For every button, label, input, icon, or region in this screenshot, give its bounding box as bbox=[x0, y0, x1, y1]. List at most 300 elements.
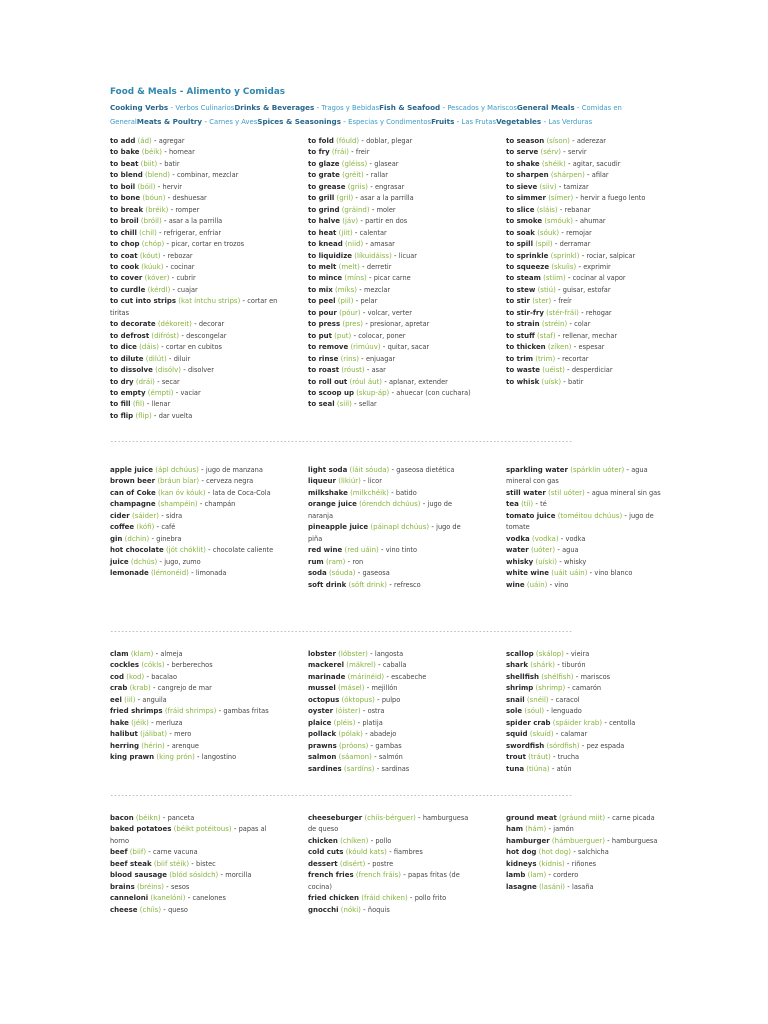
vocab-entry: to shake (shéik) - agitar, sacudir bbox=[506, 159, 621, 168]
vocab-entry: hake (jéik) - merluza bbox=[110, 718, 183, 727]
spanish-translation: gambas bbox=[375, 741, 402, 750]
category-links: Cooking Verbs - Verbos CulinariosDrinks & Beverages - Tragos y BebidasFish & Seafood - Pescados y MariscosGeneral Meals - Comidas en GeneralMeats & Poultry - Carnes y AvesSpices & Seasonings - Especias y CondimentosFruits - Las FrutasVegetables - Las Verduras bbox=[110, 103, 622, 126]
spanish-translation: decorar bbox=[198, 320, 225, 329]
spanish-translation: rehogar bbox=[585, 308, 612, 317]
vocab-entry: to blend (blend) - combinar, mezclar bbox=[110, 171, 239, 180]
spanish-translation: hamburguesa bbox=[611, 836, 658, 845]
pronunciation: (kúuk) bbox=[141, 262, 164, 271]
vocab-entry: white wine (uáit uáin) - vino blanco bbox=[506, 569, 633, 578]
pronunciation: (kófi) bbox=[136, 523, 155, 532]
vocab-entry: to steam (stiim) - cocinar al vapor bbox=[506, 274, 626, 283]
spanish-translation: papas al horno bbox=[110, 825, 267, 845]
spanish-translation: picar, cortar en trozos bbox=[171, 240, 245, 249]
vocab-entry: mackerel (mákrel) - caballa bbox=[308, 661, 407, 670]
vocab-entry: to stir (ster) - freír bbox=[506, 297, 572, 306]
spanish-translation: lenguado bbox=[551, 707, 582, 716]
category-link[interactable]: Spices & Seasonings bbox=[257, 117, 341, 126]
spanish-translation: centolla bbox=[609, 718, 636, 727]
english-term: hake bbox=[110, 718, 129, 727]
english-term: to broil bbox=[110, 217, 139, 226]
english-term: fried chicken bbox=[308, 894, 359, 903]
pronunciation: (king prón) bbox=[156, 753, 195, 762]
pronunciation: (dilút) bbox=[145, 354, 167, 363]
english-term: juice bbox=[110, 557, 129, 566]
pronunciation: (biif stéik) bbox=[153, 859, 190, 868]
spanish-translation: partir en dos bbox=[365, 217, 408, 226]
pronunciation: (kod) bbox=[126, 672, 145, 681]
spanish-translation: agua mineral sin gas bbox=[591, 488, 661, 497]
english-term: plaice bbox=[308, 718, 332, 727]
pronunciation: (nóki) bbox=[340, 905, 361, 914]
english-term: shellfish bbox=[506, 672, 540, 681]
spanish-translation: sidra bbox=[165, 511, 183, 520]
vocab-entry: can of Coke (kan óv kóuk) - lata de Coca-Cola bbox=[110, 488, 271, 497]
section-divider: -------------------------------------------------------------------------------------------------------------------------------- bbox=[110, 792, 573, 799]
english-term: to melt bbox=[308, 262, 337, 271]
english-term: to flip bbox=[110, 411, 134, 420]
pronunciation: (milkchéik) bbox=[350, 488, 389, 497]
pronunciation: (kóut) bbox=[139, 251, 161, 260]
english-term: to sprinkle bbox=[506, 251, 549, 260]
english-term: oyster bbox=[308, 707, 334, 716]
pronunciation: (fráid shrimps) bbox=[164, 707, 217, 716]
spanish-translation: mariscos bbox=[580, 672, 611, 681]
english-term: to dissolve bbox=[110, 366, 153, 375]
vocab-entry: to cook (kúuk) - cocinar bbox=[110, 262, 195, 271]
pronunciation: (dáis) bbox=[139, 343, 159, 352]
spanish-translation: jugo de piña bbox=[308, 523, 461, 543]
pronunciation: (lémonéid) bbox=[150, 569, 189, 578]
pronunciation: (flip) bbox=[135, 411, 152, 420]
pronunciation: (smóuk) bbox=[544, 217, 574, 226]
vocab-entry: to remove (rimúuv) - quitar, sacar bbox=[308, 343, 430, 352]
pronunciation: (sáamon) bbox=[338, 753, 372, 762]
vocab-entry: to boil (bóil) - hervir bbox=[110, 182, 182, 191]
vocab-entry: crab (krab) - cangrejo de mar bbox=[110, 684, 212, 693]
english-term: to roast bbox=[308, 366, 340, 375]
vocab-entry: apple juice (ápl dchúus) - jugo de manzana bbox=[110, 466, 263, 474]
pronunciation: (ram) bbox=[325, 557, 346, 566]
spanish-translation: jamón bbox=[553, 825, 574, 834]
pronunciation: (melt) bbox=[338, 262, 360, 271]
english-term: bacon bbox=[110, 814, 134, 822]
vocab-entry: to press (pres) - presionar, apretar bbox=[308, 320, 430, 329]
spanish-translation: lasaña bbox=[572, 882, 594, 891]
spanish-translation: hervir bbox=[162, 182, 182, 191]
pronunciation: (bóun) bbox=[142, 194, 166, 203]
vocab-entry: juice (dchús) - jugo, zumo bbox=[110, 557, 201, 566]
vocab-entry: to whisk (uísk) - batir bbox=[506, 377, 584, 386]
pronunciation: (gréit) bbox=[342, 171, 364, 180]
pronunciation: (shélfish) bbox=[541, 672, 574, 681]
vocab-entry: to peel (piil) - pelar bbox=[308, 297, 378, 306]
vocab-entry: dessert (disért) - postre bbox=[308, 859, 394, 868]
spanish-translation: derretir bbox=[366, 262, 392, 271]
pronunciation: (pléis) bbox=[333, 718, 356, 727]
spanish-translation: quitar, sacar bbox=[387, 343, 430, 352]
pronunciation: (chil) bbox=[139, 228, 157, 237]
category-translation: Comidas en General bbox=[110, 104, 622, 126]
spanish-translation: ostra bbox=[367, 707, 385, 716]
pronunciation: (sóuda) bbox=[328, 569, 356, 578]
pronunciation: (shrimp) bbox=[535, 684, 566, 693]
vocab-entry: pineapple juice (páinapl dchúus) - jugo de piña bbox=[308, 523, 461, 543]
pronunciation: (sardíns) bbox=[343, 764, 375, 773]
english-term: hot chocolate bbox=[110, 546, 164, 555]
spanish-translation: sesos bbox=[170, 882, 190, 891]
pronunciation: (spil) bbox=[535, 240, 553, 249]
vocab-entry: mussel (másel) - mejillón bbox=[308, 684, 398, 693]
spanish-translation: calentar bbox=[359, 228, 387, 237]
vocab-column bbox=[506, 649, 674, 775]
english-term: crab bbox=[110, 684, 128, 693]
spanish-translation: engrasar bbox=[375, 182, 405, 191]
vocab-entry: to sprinkle (sprinkl) - rociar, salpicar bbox=[506, 251, 636, 260]
spanish-translation: jugo de tomate bbox=[506, 511, 654, 532]
english-term: can of Coke bbox=[110, 488, 156, 497]
english-term: to cover bbox=[110, 274, 143, 283]
pronunciation: (krab) bbox=[129, 684, 151, 693]
english-term: to dice bbox=[110, 343, 137, 352]
vocab-entry: to broil (bróil) - asar a la parrilla bbox=[110, 217, 223, 226]
english-term: prawns bbox=[308, 741, 337, 750]
spanish-translation: salmón bbox=[378, 753, 403, 762]
english-term: swordfish bbox=[506, 741, 545, 750]
pronunciation: (róul áut) bbox=[349, 377, 383, 386]
pronunciation: (blód sósidch) bbox=[169, 871, 219, 880]
english-term: to scoop up bbox=[308, 388, 354, 397]
english-term: to chill bbox=[110, 228, 137, 237]
english-term: to cook bbox=[110, 262, 140, 271]
english-term: soft drink bbox=[308, 580, 347, 589]
english-term: cheeseburger bbox=[308, 814, 363, 822]
spanish-translation: berberechos bbox=[171, 661, 213, 670]
english-term: to beat bbox=[110, 159, 139, 168]
english-term: blood sausage bbox=[110, 871, 167, 880]
pronunciation: (klam) bbox=[130, 650, 154, 658]
vocab-entry: to decorate (dékoreit) - decorar bbox=[110, 320, 225, 329]
english-term: to cut into strips bbox=[110, 297, 177, 306]
pronunciation: (sóul) bbox=[524, 707, 545, 716]
english-term: shrimp bbox=[506, 684, 534, 693]
spanish-translation: ron bbox=[352, 557, 364, 566]
spanish-translation: desperdiciar bbox=[571, 366, 613, 375]
spanish-translation: platija bbox=[362, 718, 383, 727]
spanish-translation: romper bbox=[175, 205, 200, 214]
spanish-translation: ahuecar (con cuchara) bbox=[396, 388, 471, 397]
english-term: ground meat bbox=[506, 814, 557, 822]
vocab-entry: to bone (bóun) - deshuesar bbox=[110, 194, 207, 203]
vocab-entry: to fry (frái) - freir bbox=[308, 148, 370, 157]
pronunciation: (pres) bbox=[342, 320, 363, 329]
spanish-translation: hamburguesa de queso bbox=[308, 814, 469, 834]
spanish-translation: atún bbox=[556, 764, 572, 773]
spanish-translation: refrigerar, enfriar bbox=[163, 228, 222, 237]
spanish-translation: ginebra bbox=[156, 534, 182, 543]
english-term: to season bbox=[506, 137, 545, 145]
pronunciation: (kóuld kats) bbox=[345, 848, 387, 857]
english-term: to seal bbox=[308, 400, 335, 409]
pronunciation: (sláis) bbox=[536, 205, 558, 214]
english-term: soda bbox=[308, 569, 327, 578]
english-term: octopus bbox=[308, 695, 340, 704]
pronunciation: (fóuld) bbox=[336, 137, 360, 145]
english-term: to fry bbox=[308, 148, 330, 157]
vocab-entry: vodka (vodka) - vodka bbox=[506, 534, 586, 543]
spanish-translation: vino blanco bbox=[594, 569, 633, 578]
english-term: gnocchi bbox=[308, 905, 339, 914]
pronunciation: (másel) bbox=[338, 684, 365, 693]
spanish-translation: recortar bbox=[562, 354, 589, 363]
spanish-translation: papas fritas (de cocina) bbox=[308, 871, 460, 891]
category-link[interactable]: Drinks & Beverages bbox=[234, 103, 315, 112]
pronunciation: (french fráis) bbox=[355, 871, 401, 880]
english-term: to chop bbox=[110, 240, 140, 249]
spanish-translation: cortar en cubitos bbox=[165, 343, 222, 352]
pronunciation: (sprinkl) bbox=[550, 251, 580, 260]
vocab-entry: to grind (gráind) - moler bbox=[308, 205, 396, 214]
spanish-translation: pollo frito bbox=[414, 894, 447, 903]
category-link[interactable]: Vegetables bbox=[496, 117, 542, 126]
vocab-entry: gnocchi (nóki) - ñoquis bbox=[308, 905, 390, 914]
spanish-translation: mero bbox=[174, 730, 192, 739]
english-term: to add bbox=[110, 137, 136, 145]
spanish-translation: rellenar, mechar bbox=[562, 331, 618, 340]
vocab-entry: to chop (chóp) - picar, cortar en trozos bbox=[110, 240, 245, 249]
pronunciation: (kan óv kóuk) bbox=[157, 488, 206, 497]
english-term: wine bbox=[506, 580, 525, 589]
english-term: to decorate bbox=[110, 320, 156, 329]
vocab-entry: ground meat (gráund miit) - carne picada bbox=[506, 814, 655, 822]
spanish-translation: asar a la parrilla bbox=[168, 217, 223, 226]
english-term: canneloni bbox=[110, 894, 149, 903]
english-term: to soak bbox=[506, 228, 535, 237]
pronunciation: (iil) bbox=[124, 695, 136, 704]
spanish-translation: ahumar bbox=[580, 217, 606, 226]
vocab-entry: tuna (tiúna) - atún bbox=[506, 764, 572, 773]
vocab-entry: cheeseburger (chíis-bérguer) - hamburguesa de queso bbox=[308, 814, 469, 834]
vocab-entry: tea (tíi) - té bbox=[506, 500, 547, 509]
vocab-entry: whisky (uíski) - whisky bbox=[506, 557, 587, 566]
pronunciation: (kídnis) bbox=[538, 859, 565, 868]
vocab-entry: cod (kod) - bacalao bbox=[110, 672, 178, 681]
spanish-translation: langostino bbox=[201, 753, 237, 762]
pronunciation: (fráid chíken) bbox=[361, 894, 408, 903]
pronunciation: (griis) bbox=[347, 182, 369, 191]
pronunciation: (chíis-bérguer) bbox=[364, 814, 416, 822]
vocab-entry: soft drink (sóft drink) - refresco bbox=[308, 580, 421, 589]
vocab-column bbox=[308, 465, 476, 591]
spanish-translation: panceta bbox=[167, 814, 195, 822]
pronunciation: (kanelóni) bbox=[150, 894, 186, 903]
spanish-translation: tamizar bbox=[563, 182, 589, 191]
pronunciation: (stil uóter) bbox=[548, 488, 585, 497]
vocab-entry: to dry (drái) - secar bbox=[110, 377, 180, 386]
category-translation: Las Verduras bbox=[548, 118, 593, 126]
vocab-entry: swordfish (sórdfish) - pez espada bbox=[506, 741, 625, 750]
spanish-translation: cordero bbox=[553, 871, 579, 880]
pronunciation: (fil) bbox=[132, 400, 145, 409]
pronunciation: (sóuk) bbox=[537, 228, 560, 237]
category-link[interactable]: Meats & Poultry bbox=[136, 117, 203, 126]
spanish-translation: pulpo bbox=[381, 695, 401, 704]
english-term: red wine bbox=[308, 546, 343, 555]
category-link[interactable]: General Meals bbox=[516, 103, 575, 112]
vocab-entry: to defrost (difróst) - descongelar bbox=[110, 331, 227, 340]
spanish-translation: volcar, verter bbox=[367, 308, 412, 317]
vocab-entry: french fries (french fráis) - papas fritas (de cocina) bbox=[308, 871, 460, 891]
english-term: to put bbox=[308, 331, 332, 340]
vocab-entry: brains (bréins) - sesos bbox=[110, 882, 190, 891]
spanish-translation: rallar bbox=[370, 171, 388, 180]
vocab-entry: to dice (dáis) - cortar en cubitos bbox=[110, 343, 222, 352]
english-term: lamb bbox=[506, 871, 526, 880]
pronunciation: (stiim) bbox=[543, 274, 566, 283]
pronunciation: (sóft drink) bbox=[348, 580, 388, 589]
english-term: snail bbox=[506, 695, 525, 704]
english-term: scallop bbox=[506, 650, 534, 658]
vocab-entry: chicken (chíken) - pollo bbox=[308, 836, 392, 845]
english-term: sparkling water bbox=[506, 466, 568, 474]
vocab-entry: fried shrimps (fráid shrimps) - gambas fritas bbox=[110, 707, 269, 716]
english-term: to strain bbox=[506, 320, 540, 329]
spanish-translation: cortar en tiritas bbox=[110, 297, 278, 317]
category-link[interactable]: Cooking Verbs bbox=[110, 103, 169, 112]
vocab-entry: soda (sóuda) - gaseosa bbox=[308, 569, 390, 578]
vocab-entry: snail (snéil) - caracol bbox=[506, 695, 580, 704]
english-term: to grill bbox=[308, 194, 335, 203]
vocab-entry: clam (klam) - almeja bbox=[110, 650, 183, 658]
spanish-translation: bistec bbox=[196, 859, 216, 868]
english-term: milkshake bbox=[308, 488, 348, 497]
spanish-translation: aderezar bbox=[576, 137, 606, 145]
english-term: ham bbox=[506, 825, 524, 834]
spanish-translation: vino tinto bbox=[385, 546, 418, 555]
english-term: to dry bbox=[110, 377, 134, 386]
category-link[interactable]: Fruits bbox=[431, 117, 455, 126]
spanish-translation: trucha bbox=[557, 753, 580, 762]
english-term: cheese bbox=[110, 905, 138, 914]
pronunciation: (jót chóklit) bbox=[165, 546, 206, 555]
pronunciation: (staf) bbox=[537, 331, 556, 340]
english-term: beef bbox=[110, 848, 128, 857]
spanish-translation: licuar bbox=[398, 251, 418, 260]
pronunciation: (ápl dchúus) bbox=[155, 466, 199, 474]
spanish-translation: caracol bbox=[555, 695, 580, 704]
section-divider: -------------------------------------------------------------------------------------------------------------------------------- bbox=[110, 628, 573, 635]
vocab-entry: cockles (cókls) - berberechos bbox=[110, 661, 213, 670]
pronunciation: (vodka) bbox=[532, 534, 559, 543]
vocab-entry: to waste (uéist) - desperdiciar bbox=[506, 366, 613, 375]
spanish-translation: abadejo bbox=[369, 730, 397, 739]
english-term: water bbox=[506, 546, 529, 555]
spanish-translation: caballa bbox=[382, 661, 407, 670]
pronunciation: (béikt potéitous) bbox=[173, 825, 232, 834]
spanish-translation: moler bbox=[376, 205, 396, 214]
english-term: to squeeze bbox=[506, 262, 550, 271]
pronunciation: (béik) bbox=[141, 148, 162, 157]
pronunciation: (mákrel) bbox=[346, 661, 376, 670]
vocab-entry: to dilute (dilút) - diluir bbox=[110, 354, 191, 363]
vocab-entry: to squeeze (skuíis) - exprimir bbox=[506, 262, 611, 271]
spanish-translation: vino bbox=[554, 580, 569, 589]
english-term: to slice bbox=[506, 205, 535, 214]
pronunciation: (zíken) bbox=[547, 343, 572, 352]
english-term: to grate bbox=[308, 171, 340, 180]
spanish-translation: canelones bbox=[192, 894, 226, 903]
pronunciation: (bréins) bbox=[136, 882, 164, 891]
page-title: Food & Meals - Alimento y Comidas bbox=[110, 87, 286, 97]
vocab-entry: to melt (melt) - derretir bbox=[308, 262, 392, 271]
pronunciation: (skálop) bbox=[535, 650, 564, 658]
spanish-translation: asar a la parrilla bbox=[360, 194, 414, 203]
english-term: salmon bbox=[308, 753, 337, 762]
english-term: to whisk bbox=[506, 377, 540, 386]
pronunciation: (uóter) bbox=[530, 546, 556, 555]
english-term: coffee bbox=[110, 523, 135, 532]
pronunciation: (róust) bbox=[341, 366, 365, 375]
vocab-entry: to trim (trim) - recortar bbox=[506, 354, 589, 363]
english-term: cod bbox=[110, 672, 124, 681]
english-term: clam bbox=[110, 650, 129, 658]
vocab-column bbox=[110, 813, 278, 916]
english-term: to empty bbox=[110, 388, 146, 397]
vocab-entry: to cut into strips (kat íntchu strips) - cortar en tiritas bbox=[110, 297, 278, 317]
vocab-entry: to spill (spil) - derramar bbox=[506, 240, 591, 249]
english-term: baked potatoes bbox=[110, 825, 172, 834]
vocab-entry: to mince (míns) - picar carne bbox=[308, 274, 411, 283]
category-translation: Pescados y Mariscos bbox=[447, 104, 517, 112]
vocab-entry: plaice (pléis) - platija bbox=[308, 718, 383, 727]
spanish-translation: té bbox=[540, 500, 547, 509]
english-term: french fries bbox=[308, 871, 354, 880]
english-term: to blend bbox=[110, 171, 143, 180]
category-link[interactable]: Fish & Seafood bbox=[379, 103, 441, 112]
spanish-translation: espesar bbox=[578, 343, 605, 352]
pronunciation: (hám) bbox=[525, 825, 547, 834]
vocab-entry: salmon (sáamon) - salmón bbox=[308, 753, 403, 762]
english-term: to defrost bbox=[110, 331, 150, 340]
spanish-translation: remojar bbox=[566, 228, 592, 237]
spanish-translation: derramar bbox=[559, 240, 591, 249]
english-term: to coat bbox=[110, 251, 138, 260]
english-term: to rinse bbox=[308, 354, 339, 363]
english-term: lemonade bbox=[110, 569, 149, 578]
english-term: cockles bbox=[110, 661, 140, 670]
english-term: white wine bbox=[506, 569, 549, 578]
spanish-translation: salchicha bbox=[577, 848, 609, 857]
english-term: gin bbox=[110, 534, 123, 543]
pronunciation: (toméitou dchúus) bbox=[557, 511, 623, 520]
vocab-entry: to slice (sláis) - rebanar bbox=[506, 205, 591, 214]
pronunciation: (bróil) bbox=[140, 217, 162, 226]
english-term: apple juice bbox=[110, 466, 154, 474]
spanish-translation: ñoquis bbox=[367, 905, 390, 914]
vocab-entry: squid (skuíd) - calamar bbox=[506, 730, 588, 739]
spanish-translation: café bbox=[161, 523, 176, 532]
vocab-entry: to fill (fil) - llenar bbox=[110, 400, 171, 409]
spanish-translation: jugo de naranja bbox=[308, 500, 453, 520]
english-term: mackerel bbox=[308, 661, 344, 670]
spanish-translation: guisar, estofar bbox=[562, 285, 611, 294]
vocab-column bbox=[308, 136, 476, 411]
vocab-entry: lasagne (lasáni) - lasaña bbox=[506, 882, 594, 891]
vocab-entry: to add (ád) - agregar bbox=[110, 137, 185, 145]
pronunciation: (hot dog) bbox=[538, 848, 571, 857]
english-term: to stuff bbox=[506, 331, 535, 340]
vocab-entry: champagne (shampéin) - champán bbox=[110, 500, 236, 509]
spanish-translation: bacalao bbox=[151, 672, 178, 681]
